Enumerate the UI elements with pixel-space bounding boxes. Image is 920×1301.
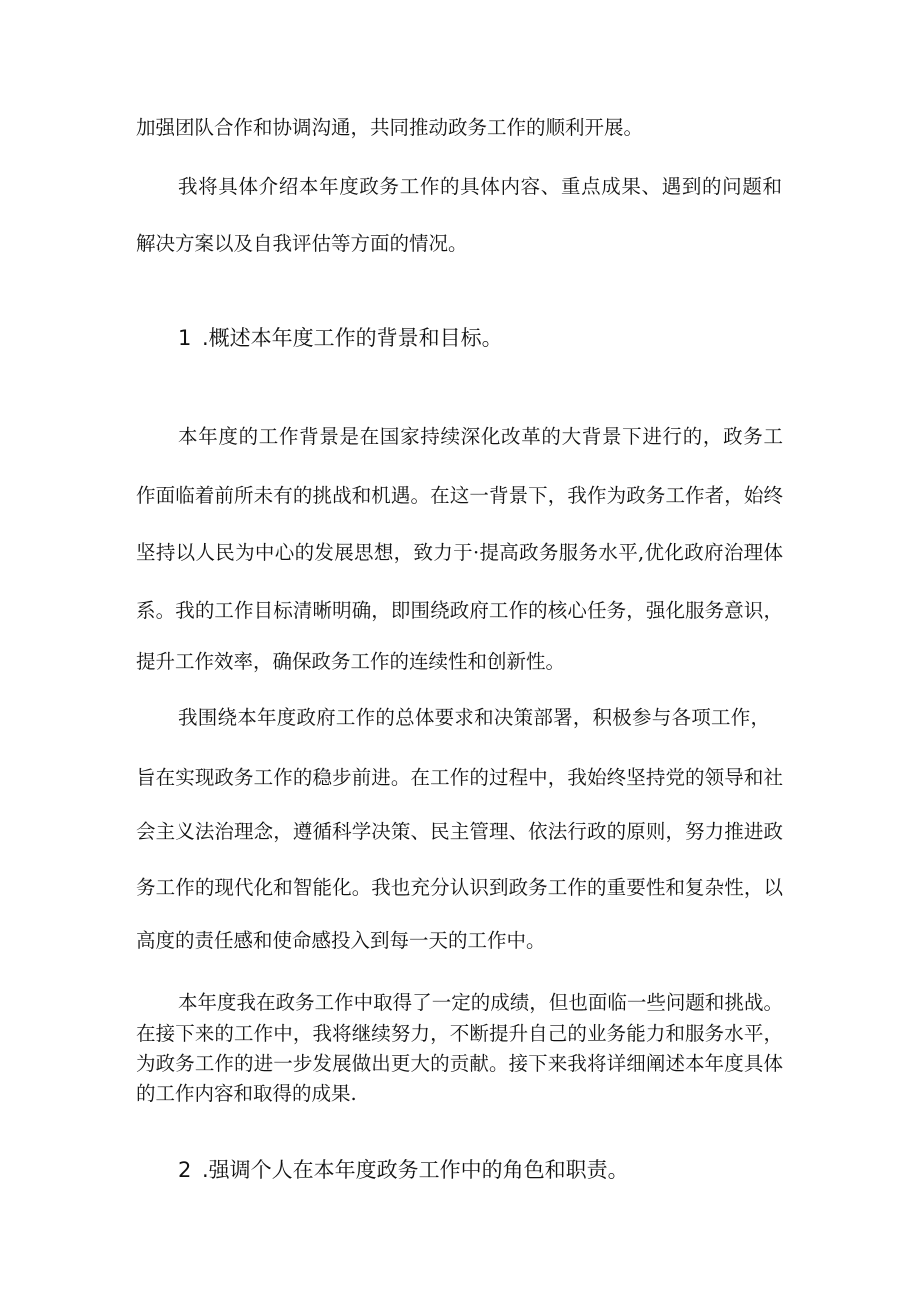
heading-number: 2 [178, 1158, 192, 1182]
paragraph-line: 系。我的工作目标清晰明确，即围绕政府工作的核心任务，强化服务意识， [136, 599, 783, 622]
paragraph-line: 作面临着前所未有的挑战和机遇。在这一背景下，我作为政务工作者，始终 [136, 484, 783, 507]
paragraph-line: 的工作内容和取得的成果. [136, 1082, 357, 1105]
paragraph-line: 本年度的工作背景是在国家持续深化改革的大背景下进行的，政务工 [178, 425, 783, 448]
heading-text: .强调个人在本年度政务工作中的角色和职责。 [202, 1158, 629, 1182]
paragraph-line: 高度的责任感和使命感投入到每一天的工作中。 [136, 929, 546, 952]
paragraph-line: 为政务工作的进一步发展做出更大的贡献。接下来我将详细阐述本年度具体 [136, 1052, 783, 1075]
paragraph-line: 我将具体介绍本年度政务工作的具体内容、重点成果、遇到的问题和 [178, 175, 782, 198]
paragraph-line: 加强团队合作和协调沟通，共同推动政务工作的顺利开展。 [136, 116, 644, 139]
heading-text: .概述本年度工作的背景和目标。 [202, 326, 503, 350]
section-heading-1 [178, 325, 503, 351]
paragraph-line: 解决方案以及自我评估等方面的情况。 [136, 232, 468, 255]
paragraph-line: 务工作的现代化和智能化。我也充分认识到政务工作的重要性和复杂性，以 [136, 876, 783, 899]
paragraph-line: 本年度我在政务工作中取得了一定的成绩，但也面临一些问题和挑战。 [178, 991, 783, 1014]
paragraph-line: 旨在实现政务工作的稳步前进。在工作的过程中，我始终坚持党的领导和社 [136, 766, 783, 789]
heading-number: 1 [178, 326, 192, 350]
paragraph-line: 坚持以人民为中心的发展思想，致力于·提高政务服务水平,优化政府治理体 [136, 541, 783, 564]
paragraph-line: 提升工作效率，确保政务工作的连续性和创新性。 [136, 650, 566, 673]
paragraph-line: 会主义法治理念，遵循科学决策、民主管理、依法行政的原则，努力推进政 [136, 820, 783, 843]
paragraph-line: 我围绕本年度政府工作的总体要求和决策部署，积极参与各项工作， [178, 706, 770, 729]
section-heading-2 [178, 1157, 629, 1183]
paragraph-line: 在接下来的工作中，我将继续努力，不断提升自己的业务能力和服务水平， [136, 1022, 783, 1045]
